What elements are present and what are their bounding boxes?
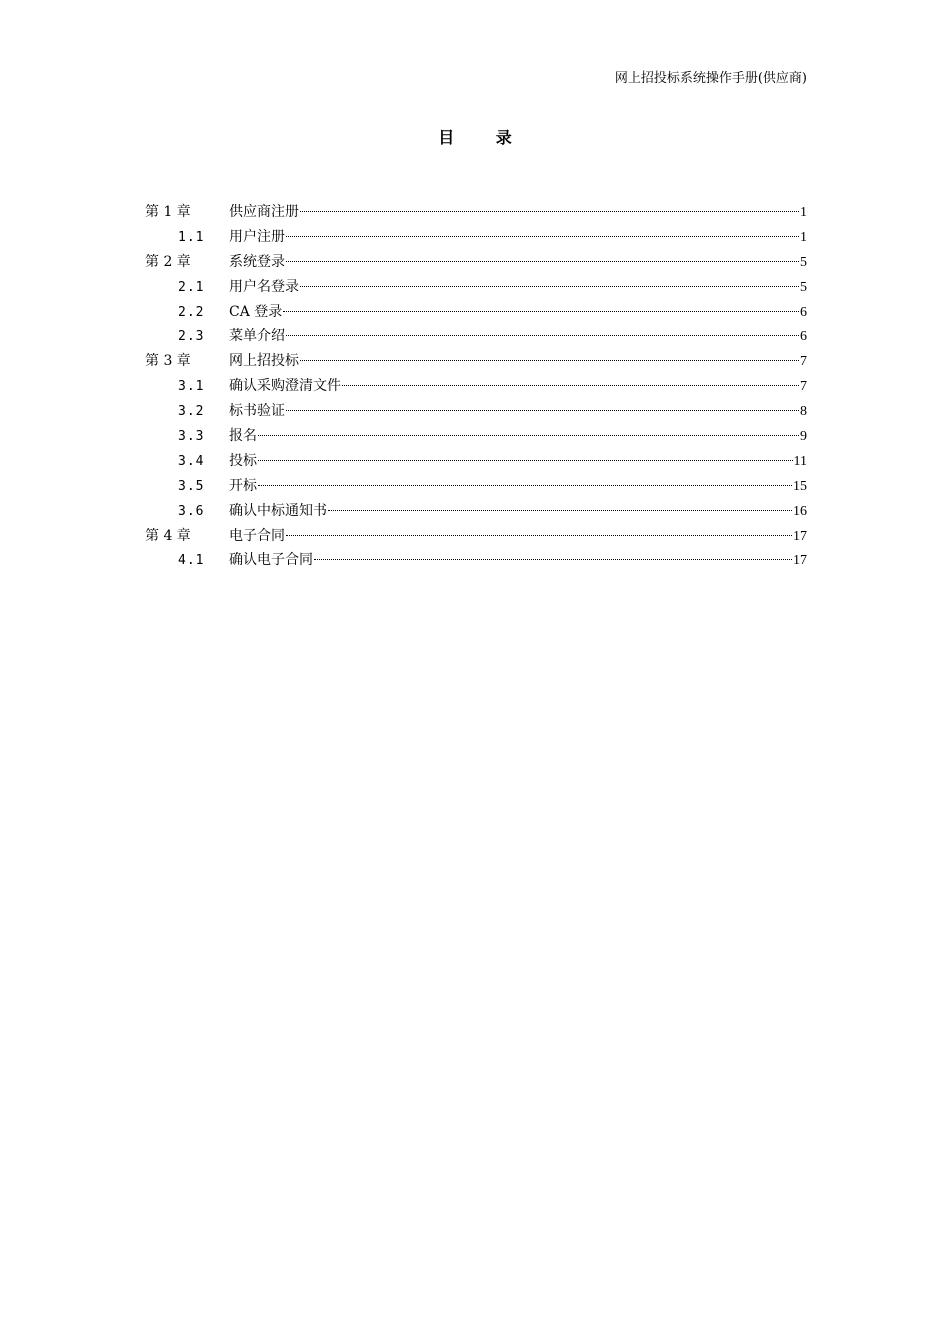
- toc-entry-label: 投标: [229, 452, 257, 469]
- toc-entry-number: 3.4: [178, 453, 205, 469]
- toc-entry-number: 2.1: [178, 279, 205, 295]
- toc-entry-label: 电子合同: [229, 527, 285, 544]
- toc-title: 目 录: [438, 128, 530, 147]
- toc-entry[interactable]: [145, 399, 807, 424]
- toc-dot-leader: [258, 460, 793, 461]
- toc-entry-page: 17: [793, 528, 807, 544]
- toc-entry-label: 系统登录: [229, 253, 285, 270]
- toc-entry-number: 第 2 章: [145, 253, 191, 270]
- toc-entry[interactable]: [145, 548, 807, 573]
- toc-entry-page: 8: [800, 404, 807, 420]
- toc-entry-number: 4.1: [178, 553, 205, 569]
- toc-entry-page: 5: [800, 254, 807, 270]
- toc-entry-label: 确认电子合同: [229, 552, 313, 569]
- toc-entry-page: 1: [800, 205, 807, 220]
- toc-entry-number: 3.5: [178, 478, 205, 494]
- toc-dot-leader: [300, 360, 799, 361]
- toc-entry-label: 确认中标通知书: [229, 502, 327, 519]
- toc-entry-page: 17: [793, 553, 807, 569]
- toc-entry-page: 6: [800, 304, 807, 320]
- toc-entry[interactable]: [145, 275, 807, 300]
- toc-entry-page: 9: [800, 429, 807, 445]
- table-of-contents: [145, 200, 807, 573]
- toc-dot-leader: [286, 261, 799, 262]
- toc-entry[interactable]: [145, 524, 807, 549]
- toc-dot-leader: [300, 286, 799, 287]
- toc-entry-number: 第 1 章: [145, 204, 191, 220]
- toc-entry-number: 2.3: [178, 329, 205, 345]
- toc-entry-number: 1.1: [178, 229, 205, 245]
- toc-entry-page: 1: [800, 229, 807, 245]
- page-header: 网上招投标系统操作手册(供应商): [614, 71, 807, 86]
- toc-entry[interactable]: [145, 499, 807, 524]
- toc-entry-label: 菜单介绍: [229, 328, 285, 345]
- toc-entry-number: 3.6: [178, 503, 205, 519]
- toc-entry-page: 6: [800, 329, 807, 345]
- toc-entry-label: 网上招投标: [229, 353, 299, 370]
- toc-dot-leader: [258, 485, 792, 486]
- toc-entry[interactable]: [145, 300, 807, 325]
- toc-entry[interactable]: [145, 449, 807, 474]
- toc-entry-number: 3.2: [178, 404, 205, 420]
- toc-entry-page: 5: [800, 279, 807, 295]
- toc-dot-leader: [258, 435, 799, 436]
- toc-entry-label: 用户注册: [229, 228, 285, 245]
- toc-entry[interactable]: [145, 349, 807, 374]
- toc-entry-label: 开标: [229, 477, 257, 494]
- toc-entry[interactable]: [145, 424, 807, 449]
- toc-entry-page: 7: [800, 379, 807, 395]
- toc-entry-page: 15: [793, 478, 807, 494]
- toc-dot-leader: [286, 410, 799, 411]
- toc-dot-leader: [342, 385, 799, 386]
- toc-entry[interactable]: [145, 225, 807, 250]
- toc-dot-leader: [286, 236, 799, 237]
- toc-entry-page: 11: [793, 453, 807, 469]
- toc-entry-label: 供应商注册: [229, 204, 299, 220]
- toc-dot-leader: [300, 211, 799, 212]
- toc-entry-label: 确认采购澄清文件: [229, 378, 341, 395]
- toc-entry[interactable]: [145, 324, 807, 349]
- toc-entry-label: CA 登录: [229, 303, 283, 320]
- toc-entry[interactable]: [145, 200, 807, 225]
- toc-entry-number: 2.2: [178, 304, 205, 320]
- toc-entry[interactable]: [145, 250, 807, 275]
- toc-dot-leader: [286, 335, 799, 336]
- toc-dot-leader: [314, 559, 792, 560]
- toc-dot-leader: [286, 535, 792, 536]
- toc-entry[interactable]: [145, 374, 807, 399]
- toc-entry-label: 用户名登录: [229, 278, 299, 295]
- toc-entry-label: 报名: [229, 428, 257, 445]
- toc-dot-leader: [328, 510, 792, 511]
- toc-entry-label: 标书验证: [229, 403, 285, 420]
- toc-entry-number: 3.1: [178, 379, 205, 395]
- toc-entry-number: 第 4 章: [145, 527, 191, 544]
- toc-entry-page: 7: [800, 354, 807, 370]
- toc-dot-leader: [283, 311, 799, 312]
- toc-entry-number: 第 3 章: [145, 353, 191, 370]
- toc-entry-page: 16: [793, 503, 807, 519]
- toc-entry-number: 3.3: [178, 429, 205, 445]
- toc-entry[interactable]: [145, 474, 807, 499]
